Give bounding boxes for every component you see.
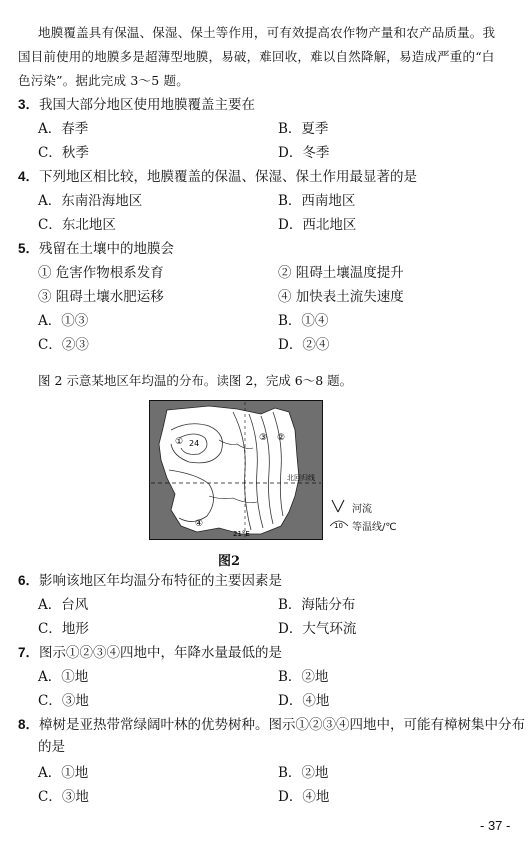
site-1-label: ① (175, 437, 184, 447)
question-5-stem: 残留在土壤中的地膜会 (39, 241, 175, 257)
question-7 (18, 644, 282, 662)
q5-statement-3: ③ 阻碍土壤水肥运移 (38, 289, 164, 305)
question-7-stem: 图示①②③④四地中，年降水量最低的是 (39, 645, 283, 661)
q7-option-b[interactable]: B．②地 (278, 669, 329, 685)
question-5 (18, 240, 174, 258)
intro-line-3: 色污染”。据此完成 3～5 题。 (18, 73, 189, 88)
question-3-number: 3． (18, 97, 40, 112)
figure-caption: 图2 (218, 554, 241, 569)
question-7-number: 7． (18, 645, 40, 660)
legend-icons (328, 498, 350, 530)
question-4 (18, 168, 417, 186)
q5-option-d[interactable]: D．②④ (278, 337, 330, 353)
q5-option-c[interactable]: C．②③ (38, 337, 89, 353)
q6-option-b[interactable]: B．海陆分布 (278, 597, 356, 613)
question-8-stem-2: 的是 (38, 739, 65, 755)
question-6-number: 6． (18, 573, 40, 588)
intro-line-2: 国目前使用的地膜多是超薄型地膜，易破，难回收，难以自然降解，易造成严重的“白 (18, 49, 495, 64)
q4-option-d[interactable]: D．西北地区 (278, 217, 357, 233)
q8-option-c[interactable]: C．③地 (38, 789, 89, 805)
q6-option-d[interactable]: D．大气环流 (278, 621, 357, 637)
intro-line-1: 地膜覆盖具有保温、保湿、保土等作用，可有效提高农作物产量和农产品质量。我 (38, 25, 496, 40)
question-3-stem: 我国大部分地区使用地膜覆盖主要在 (39, 97, 256, 113)
q5-statement-1: ① 危害作物根系发育 (38, 265, 164, 281)
tropic-label: 北回归线 (287, 474, 315, 482)
q4-option-b[interactable]: B．西南地区 (278, 193, 356, 209)
isotherm-map (149, 400, 323, 540)
figure-2-intro: 图 2 示意某地区年均温的分布。读图 2，完成 6～8 题。 (38, 373, 353, 388)
site-3-label: ③ (259, 433, 268, 443)
legend-river-label: 河流 (352, 504, 372, 515)
q5-option-a[interactable]: A．①③ (38, 313, 89, 329)
q3-option-b[interactable]: B．夏季 (278, 121, 329, 137)
q8-option-b[interactable]: B．②地 (278, 765, 329, 781)
q8-option-d[interactable]: D．④地 (278, 789, 330, 805)
question-6 (18, 572, 282, 590)
isotherm-24-label: 24 (189, 439, 200, 448)
q4-option-a[interactable]: A．东南沿海地区 (38, 193, 143, 209)
question-6-stem: 影响该地区年均温分布特征的主要因素是 (39, 573, 283, 589)
q6-option-a[interactable]: A．台风 (38, 597, 89, 613)
longitude-label: 21°E (233, 530, 250, 538)
question-8-number: 8． (18, 717, 40, 732)
q5-statement-4: ④ 加快表土流失速度 (278, 289, 404, 305)
question-5-number: 5． (18, 241, 40, 256)
q3-option-c[interactable]: C．秋季 (38, 145, 89, 161)
q5-option-b[interactable]: B．①④ (278, 313, 329, 329)
legend-isotherm-label: 等温线/℃ (352, 522, 397, 533)
q3-option-d[interactable]: D．冬季 (278, 145, 330, 161)
question-8 (18, 716, 525, 734)
q6-option-c[interactable]: C．地形 (38, 621, 89, 637)
q7-option-d[interactable]: D．④地 (278, 693, 330, 709)
q8-option-a[interactable]: A．①地 (38, 765, 89, 781)
site-4-label: ④ (195, 519, 204, 529)
page-number: - 37 - (480, 818, 511, 833)
isotherm-sample-label: 10 (334, 522, 343, 530)
q7-option-a[interactable]: A．①地 (38, 669, 89, 685)
question-8-stem-1: 樟树是亚热带常绿阔叶林的优势树种。图示①②③④四地中，可能有樟树集中分布 (39, 717, 526, 733)
question-4-stem: 下列地区相比较，地膜覆盖的保温、保湿、保土作用最显著的是 (39, 169, 418, 185)
q7-option-c[interactable]: C．③地 (38, 693, 89, 709)
q3-option-a[interactable]: A．春季 (38, 121, 89, 137)
question-4-number: 4． (18, 169, 40, 184)
question-3 (18, 96, 255, 114)
q4-option-c[interactable]: C．东北地区 (38, 217, 116, 233)
river-icon (332, 500, 344, 512)
q5-statement-2: ② 阻碍土壤温度提升 (278, 265, 404, 281)
site-2-label: ② (277, 433, 286, 443)
